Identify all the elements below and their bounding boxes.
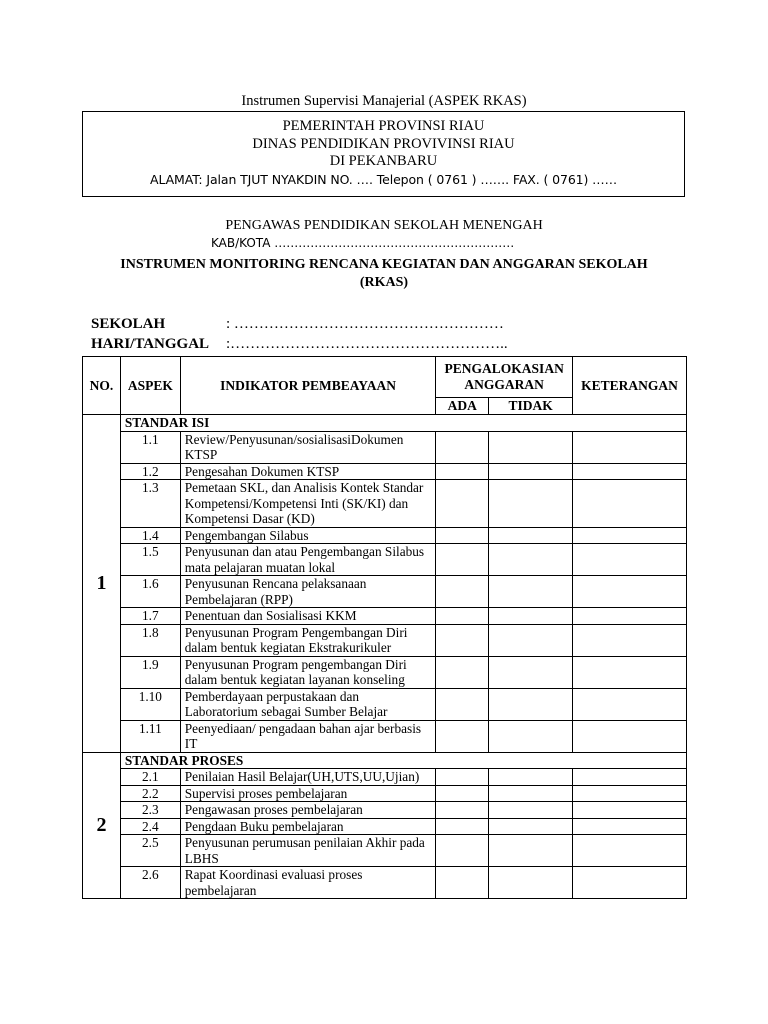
tidak-cell[interactable] [489, 463, 573, 480]
item-indicator: Penyusunan Program Pengembangan Diri dalam bentuk kegiatan Ekstrakurikuler [180, 624, 435, 656]
table-row [83, 544, 687, 576]
table-row [83, 785, 687, 802]
hari-tanggal-field [91, 336, 508, 353]
item-indicator: Pengesahan Dokumen KTSP [180, 463, 435, 480]
table-row [83, 608, 687, 625]
section-number: 2 [83, 752, 121, 899]
sekolah-value: : ……………………………………………… [226, 316, 504, 332]
letterhead-line-3: DI PEKANBARU [329, 153, 438, 169]
header-pengalokasian-line-1: PENGALOKASIAN [444, 361, 564, 376]
keterangan-cell[interactable] [573, 608, 687, 625]
item-indicator: Penyusunan dan atau Pengembangan Silabus mata pelajaran muatan lokal [180, 544, 435, 576]
section-title: STANDAR PROSES [120, 752, 686, 769]
ada-cell[interactable] [436, 802, 489, 819]
tidak-cell[interactable] [489, 818, 573, 835]
kab-kota-line: KAB/KOTA …………………………………………………… [211, 236, 515, 250]
table-row [83, 656, 687, 688]
keterangan-cell[interactable] [573, 431, 687, 463]
item-code: 2.4 [120, 818, 180, 835]
section-number: 1 [83, 415, 121, 753]
tidak-cell[interactable] [489, 527, 573, 544]
item-code: 2.3 [120, 802, 180, 819]
section-title: STANDAR ISI [120, 415, 686, 432]
table-row [83, 818, 687, 835]
header-pengalokasian-line-2: ANGGARAN [464, 377, 544, 392]
table-row [83, 431, 687, 463]
keterangan-cell[interactable] [573, 688, 687, 720]
hari-tanggal-label: HARI/TANGGAL [91, 336, 210, 352]
tidak-cell[interactable] [489, 688, 573, 720]
tidak-cell[interactable] [489, 576, 573, 608]
ada-cell[interactable] [436, 576, 489, 608]
keterangan-cell[interactable] [573, 720, 687, 752]
ada-cell[interactable] [436, 527, 489, 544]
keterangan-cell[interactable] [573, 785, 687, 802]
tidak-cell[interactable] [489, 480, 573, 528]
tidak-cell[interactable] [489, 544, 573, 576]
item-code: 2.1 [120, 769, 180, 786]
table-row [83, 769, 687, 786]
ada-cell[interactable] [436, 785, 489, 802]
item-code: 1.10 [120, 688, 180, 720]
item-indicator: Supervisi proses pembelajaran [180, 785, 435, 802]
item-indicator: Penilaian Hasil Belajar(UH,UTS,UU,Ujian) [180, 769, 435, 786]
item-indicator: Pengawasan proses pembelajaran [180, 802, 435, 819]
table-row [83, 720, 687, 752]
section-row [83, 415, 687, 432]
item-code: 1.4 [120, 527, 180, 544]
rkas-table [82, 356, 687, 899]
tidak-cell[interactable] [489, 720, 573, 752]
ada-cell[interactable] [436, 835, 489, 867]
table-row [83, 576, 687, 608]
item-indicator: Peenyediaan/ pengadaan bahan ajar berbasis IT [180, 720, 435, 752]
ada-cell[interactable] [436, 818, 489, 835]
item-code: 1.2 [120, 463, 180, 480]
ada-cell[interactable] [436, 624, 489, 656]
ada-cell[interactable] [436, 867, 489, 899]
keterangan-cell[interactable] [573, 867, 687, 899]
item-indicator: Penyusunan perumusan penilaian Akhir pada LBHS [180, 835, 435, 867]
tidak-cell[interactable] [489, 656, 573, 688]
keterangan-cell[interactable] [573, 544, 687, 576]
keterangan-cell[interactable] [573, 802, 687, 819]
sekolah-label: SEKOLAH [91, 316, 166, 332]
ada-cell[interactable] [436, 720, 489, 752]
item-code: 2.5 [120, 835, 180, 867]
item-indicator: Pemberdayaan perpustakaan dan Laboratorium sebagai Sumber Belajar [180, 688, 435, 720]
keterangan-cell[interactable] [573, 769, 687, 786]
keterangan-cell[interactable] [573, 818, 687, 835]
header-no: NO. [83, 357, 121, 415]
header-pengalokasian [436, 357, 573, 398]
sekolah-field [91, 316, 504, 333]
ada-cell[interactable] [436, 608, 489, 625]
document-title: Instrumen Supervisi Manajerial (ASPEK RKAS) [241, 93, 527, 109]
tidak-cell[interactable] [489, 785, 573, 802]
header-ada: ADA [436, 398, 489, 415]
letterhead-line-2: DINAS PENDIDIKAN PROVIVINSI RIAU [252, 135, 515, 152]
tidak-cell[interactable] [489, 624, 573, 656]
tidak-cell[interactable] [489, 608, 573, 625]
header-aspek: ASPEK [120, 357, 180, 415]
hari-tanggal-value: :……………………………………………….. [226, 336, 508, 352]
item-indicator: Penyusunan Rencana pelaksanaan Pembelajaran (RPP) [180, 576, 435, 608]
keterangan-cell[interactable] [573, 527, 687, 544]
header-tidak: TIDAK [489, 398, 573, 415]
item-indicator: Rapat Koordinasi evaluasi proses pembelajaran [180, 867, 435, 899]
table-row [83, 624, 687, 656]
item-indicator: Penentuan dan Sosialisasi KKM [180, 608, 435, 625]
tidak-cell[interactable] [489, 802, 573, 819]
ada-cell[interactable] [436, 544, 489, 576]
table-row [83, 802, 687, 819]
letterhead-address: ALAMAT: Jalan TJUT NYAKDIN NO. …. Telepon ( 0761 ) ……. FAX. ( 0761) …… [150, 171, 617, 187]
ada-cell[interactable] [436, 480, 489, 528]
table-row [83, 688, 687, 720]
item-code: 1.5 [120, 544, 180, 576]
ada-cell[interactable] [436, 656, 489, 688]
letterhead-line-1: PEMERINTAH PROVINSI RIAU [282, 118, 485, 134]
item-code: 1.7 [120, 608, 180, 625]
section-row [83, 752, 687, 769]
header-keterangan: KETERANGAN [573, 357, 687, 415]
item-indicator: Pengdaan Buku pembelajaran [180, 818, 435, 835]
tidak-cell[interactable] [489, 835, 573, 867]
keterangan-cell[interactable] [573, 480, 687, 528]
item-code: 1.9 [120, 656, 180, 688]
item-code: 1.8 [120, 624, 180, 656]
table-row [83, 835, 687, 867]
item-indicator: Pengembangan Silabus [180, 527, 435, 544]
table-row [83, 867, 687, 899]
item-code: 1.6 [120, 576, 180, 608]
letterhead-box [82, 111, 685, 197]
table-row [83, 463, 687, 480]
tidak-cell[interactable] [489, 431, 573, 463]
keterangan-cell[interactable] [573, 656, 687, 688]
item-indicator: Pemetaan SKL, dan Analisis Kontek Standar Kompetensi/Kompetensi Inti (SK/KI) dan Kompetensi Dasar (KD) [180, 480, 435, 528]
item-code: 1.11 [120, 720, 180, 752]
item-code: 1.1 [120, 431, 180, 463]
item-indicator: Review/Penyusunan/sosialisasiDokumen KTSP [180, 431, 435, 463]
table-row [83, 480, 687, 528]
item-indicator: Penyusunan Program pengembangan Diri dalam bentuk kegiatan layanan konseling [180, 656, 435, 688]
instrument-title-line-1: INSTRUMEN MONITORING RENCANA KEGIATAN DAN ANGGARAN SEKOLAH [120, 257, 648, 272]
ada-cell[interactable] [436, 463, 489, 480]
table-row [83, 527, 687, 544]
keterangan-cell[interactable] [573, 624, 687, 656]
ada-cell[interactable] [436, 769, 489, 786]
keterangan-cell[interactable] [573, 576, 687, 608]
item-code: 2.6 [120, 867, 180, 899]
pengawas-heading: PENGAWAS PENDIDIKAN SEKOLAH MENENGAH [225, 218, 543, 233]
keterangan-cell[interactable] [573, 463, 687, 480]
item-code: 1.3 [120, 480, 180, 528]
header-indikator: INDIKATOR PEMBEAYAAN [180, 357, 435, 415]
tidak-cell[interactable] [489, 769, 573, 786]
ada-cell[interactable] [436, 431, 489, 463]
ada-cell[interactable] [436, 688, 489, 720]
keterangan-cell[interactable] [573, 835, 687, 867]
item-code: 2.2 [120, 785, 180, 802]
instrument-title-line-2: (RKAS) [359, 275, 409, 290]
tidak-cell[interactable] [489, 867, 573, 899]
